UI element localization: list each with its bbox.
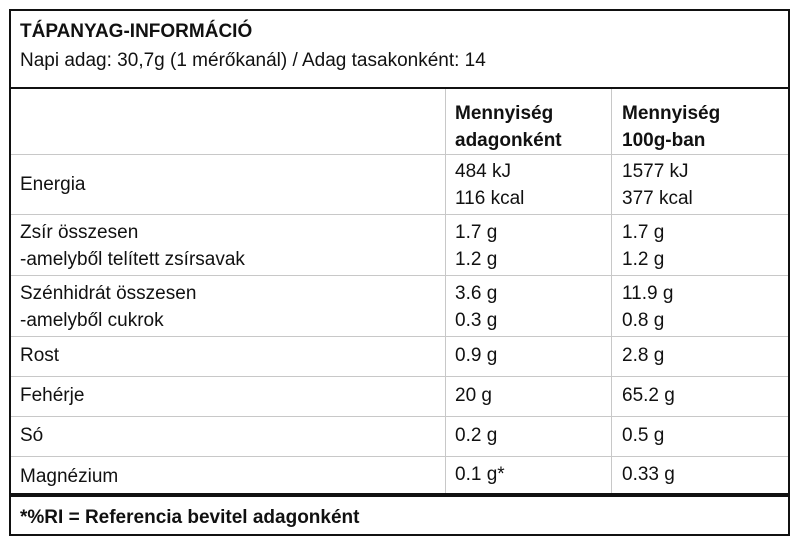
nutrient-label-line: Energia [20,174,86,195]
table-row [11,275,788,336]
nutrient-label-line: -amelyből cukrok [20,310,164,331]
per-serving-value: 0.9 g [455,345,498,366]
nutrient-label-line: Szénhidrát összesen [20,283,197,304]
per-serving-value [455,219,497,273]
nutrient-label-line: Zsír összesen [20,222,139,243]
table-footer [11,493,788,534]
value-line: 1.2 g [622,249,665,270]
per-100g-value [622,158,693,212]
value-line: 1577 kJ [622,161,689,182]
nutrient-label [20,280,196,334]
table-row [11,376,788,416]
per-serving-value [455,158,524,212]
value-line: 1.2 g [455,249,498,270]
per-serving-value: 0.2 g [455,425,498,446]
column-header-per-100g [622,100,720,154]
per-serving-value: 0.1 g* [455,464,505,485]
nutrient-label: Só [20,425,44,446]
serving-info: Napi adag: 30,7g (1 mérőkanál) / Adag tasakonként: 14 [20,50,486,71]
value-line: 11.9 g [622,283,674,304]
value-line: 1.7 g [622,222,665,243]
nutrient-label: Magnézium [20,466,119,487]
value-line: 377 kcal [622,188,693,209]
nutrition-table [9,9,790,536]
footnote: *%RI = Referencia bevitel adagonként [20,507,360,528]
table-title: TÁPANYAG-INFORMÁCIÓ [20,21,253,42]
value-line: 116 kcal [455,188,525,209]
table-row [11,336,788,376]
column-header-line: 100g-ban [622,130,706,151]
column-header-line: Mennyiség [622,103,721,124]
table-row [11,416,788,456]
column-headers [11,89,788,154]
column-header-per-serving [455,100,562,154]
nutrient-label [20,171,86,198]
per-100g-value: 2.8 g [622,345,665,366]
value-line: 484 kJ [455,161,511,182]
table-row [11,214,788,275]
per-serving-value: 20 g [455,385,492,406]
nutrient-label-line: -amelyből telített zsírsavak [20,249,245,270]
column-header-line: adagonként [455,130,562,151]
per-100g-value: 0.5 g [622,425,665,446]
nutrient-label [20,219,245,273]
nutrient-label: Rost [20,345,60,366]
per-100g-value: 65.2 g [622,385,675,406]
per-100g-value [622,219,664,273]
nutrient-label: Fehérje [20,385,85,406]
per-serving-value [455,280,497,334]
value-line: 3.6 g [455,283,498,304]
per-100g-value [622,280,673,334]
table-row [11,456,788,493]
value-line: 1.7 g [455,222,498,243]
table-row [11,154,788,214]
value-line: 0.3 g [455,310,498,331]
column-header-line: Mennyiség [455,103,554,124]
value-line: 0.8 g [622,310,665,331]
per-100g-value: 0.33 g [622,464,675,485]
table-header [11,11,788,89]
